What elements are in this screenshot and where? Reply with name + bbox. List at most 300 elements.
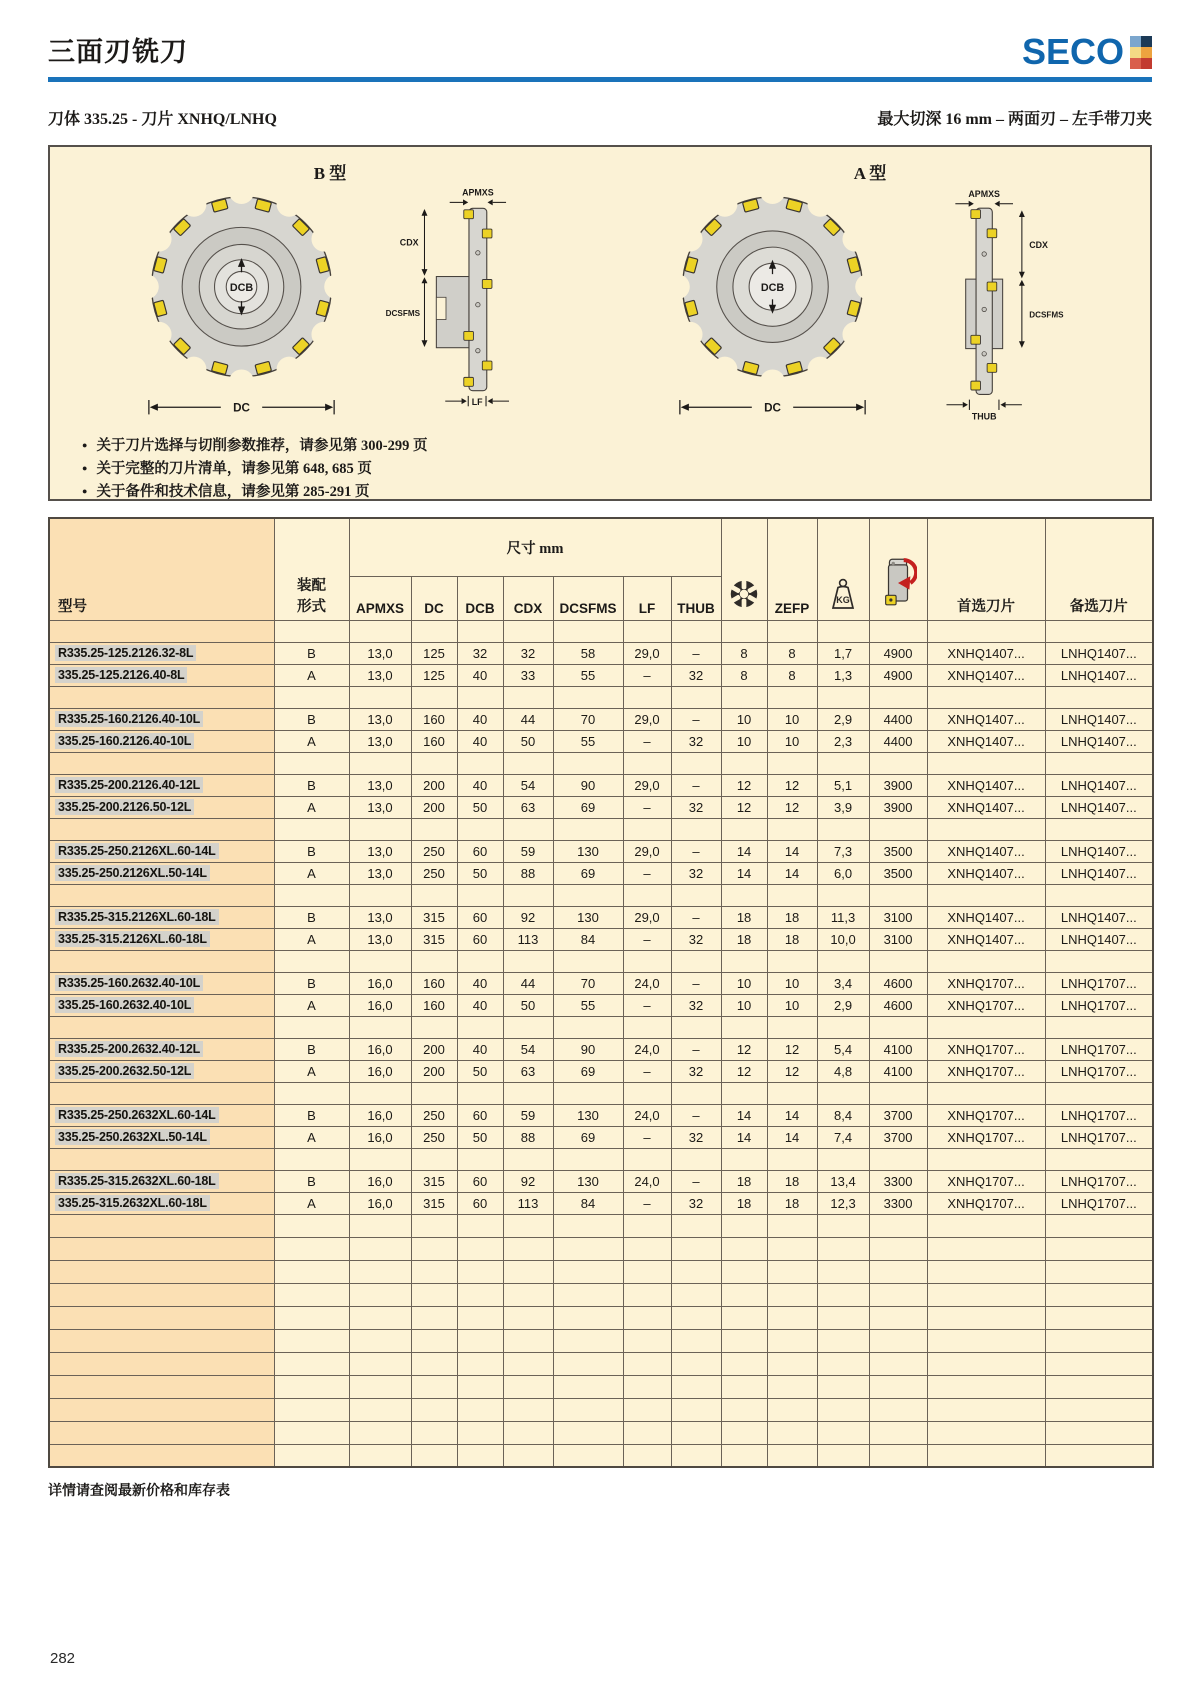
cell-alternative: LNHQ1407... (1045, 664, 1153, 686)
cell-model (49, 1038, 274, 1060)
cell-dcsfms: 69 (553, 1126, 623, 1148)
cell-dcb: 40 (457, 994, 503, 1016)
cell-cdx: 54 (503, 1038, 553, 1060)
logo-square (1130, 47, 1141, 58)
cell-lf: 24,0 (623, 972, 671, 994)
cell-model (49, 1170, 274, 1192)
spacer-row (49, 1352, 1153, 1375)
cell-apmxs: 13,0 (349, 642, 411, 664)
cell-model (49, 664, 274, 686)
cell-kg: 1,3 (817, 664, 869, 686)
model-text: R335.25-315.2126XL.60-18L (55, 909, 219, 925)
cell-rpm: 3500 (869, 840, 927, 862)
type-a-section (600, 155, 1140, 424)
cell-lf: – (623, 1060, 671, 1082)
cell-dcb: 40 (457, 730, 503, 752)
cell-mount: A (274, 994, 349, 1016)
cell-dcb: 50 (457, 1060, 503, 1082)
model-text: 335.25-200.2126.50-12L (55, 799, 194, 815)
subheader (48, 106, 1152, 129)
cell-dcsfms: 70 (553, 708, 623, 730)
cell-rpm: 3100 (869, 906, 927, 928)
cell-dc: 160 (411, 730, 457, 752)
col-header-teeth (721, 518, 767, 620)
cell-mount: B (274, 972, 349, 994)
cell-kg: 12,3 (817, 1192, 869, 1214)
subheader-left: 刀体 335.25 - 刀片 XNHQ/LNHQ (48, 111, 277, 128)
cell-apmxs: 13,0 (349, 730, 411, 752)
cell-dc: 200 (411, 1038, 457, 1060)
cell-zefp: 10 (767, 730, 817, 752)
cell-kg: 8,4 (817, 1104, 869, 1126)
cell-teeth: 14 (721, 1104, 767, 1126)
cell-dcsfms: 69 (553, 862, 623, 884)
logo-square (1141, 36, 1152, 47)
cell-cdx: 50 (503, 730, 553, 752)
cell-alternative: LNHQ1407... (1045, 840, 1153, 862)
col-header-dc: DC (411, 576, 457, 620)
cell-dc: 125 (411, 664, 457, 686)
mount-header-line1: 装配 (297, 577, 326, 594)
cell-model (49, 642, 274, 664)
cell-lf: – (623, 994, 671, 1016)
cell-lf: – (623, 730, 671, 752)
product-row (49, 840, 1153, 862)
cell-rpm: 3900 (869, 774, 927, 796)
cell-lf: 29,0 (623, 906, 671, 928)
cell-kg: 13,4 (817, 1170, 869, 1192)
cell-lf: – (623, 928, 671, 950)
cell-lf: 29,0 (623, 774, 671, 796)
teeth-count-icon (727, 577, 761, 611)
cell-thub: – (671, 1038, 721, 1060)
cell-dcsfms: 90 (553, 1038, 623, 1060)
cell-mount: B (274, 1038, 349, 1060)
cell-mount: B (274, 1104, 349, 1126)
cell-apmxs: 16,0 (349, 972, 411, 994)
cell-dcb: 60 (457, 906, 503, 928)
cell-model (49, 730, 274, 752)
cell-thub: 32 (671, 1126, 721, 1148)
cell-lf: – (623, 1192, 671, 1214)
model-text: R335.25-250.2632XL.60-14L (55, 1107, 219, 1123)
cell-dcsfms: 55 (553, 664, 623, 686)
cell-apmxs: 16,0 (349, 1038, 411, 1060)
cell-teeth: 12 (721, 774, 767, 796)
cell-zefp: 12 (767, 796, 817, 818)
cell-kg: 2,9 (817, 708, 869, 730)
cell-apmxs: 13,0 (349, 774, 411, 796)
cell-alternative: LNHQ1407... (1045, 730, 1153, 752)
model-text: 335.25-160.2126.40-10L (55, 733, 194, 749)
col-header-preferred: 首选刀片 (927, 518, 1045, 620)
cell-thub: – (671, 1170, 721, 1192)
cell-lf: – (623, 862, 671, 884)
col-header-weight (817, 518, 869, 620)
cell-dc: 125 (411, 642, 457, 664)
cell-kg: 3,4 (817, 972, 869, 994)
spacer-row (49, 1016, 1153, 1038)
cell-apmxs: 16,0 (349, 1104, 411, 1126)
cell-alternative: LNHQ1707... (1045, 1038, 1153, 1060)
cell-teeth: 18 (721, 906, 767, 928)
cell-dc: 250 (411, 840, 457, 862)
note-item: ● 关于刀片选择与切削参数推荐，请参见第 300-299 页 (82, 434, 1140, 457)
cell-preferred: XNHQ1407... (927, 862, 1045, 884)
cell-zefp: 12 (767, 774, 817, 796)
cell-thub: – (671, 840, 721, 862)
cell-zefp: 10 (767, 972, 817, 994)
cell-preferred: XNHQ1407... (927, 906, 1045, 928)
cell-apmxs: 16,0 (349, 1170, 411, 1192)
cell-lf: – (623, 1126, 671, 1148)
logo-square (1130, 58, 1141, 69)
cell-zefp: 18 (767, 1170, 817, 1192)
product-row (49, 664, 1153, 686)
dim-label-dc: DC (763, 401, 781, 415)
spacer-row (49, 1214, 1153, 1237)
cell-teeth: 8 (721, 642, 767, 664)
cell-kg: 11,3 (817, 906, 869, 928)
model-text: R335.25-315.2632XL.60-18L (55, 1173, 219, 1189)
model-text: R335.25-200.2126.40-12L (55, 777, 203, 793)
cell-kg: 1,7 (817, 642, 869, 664)
spacer-row (49, 950, 1153, 972)
cell-dcsfms: 69 (553, 796, 623, 818)
cell-thub: – (671, 906, 721, 928)
cell-zefp: 8 (767, 642, 817, 664)
note-item: ● 关于完整的刀片清单，请参见第 648, 685 页 (82, 457, 1140, 480)
cell-rpm: 3700 (869, 1126, 927, 1148)
cell-rpm: 4400 (869, 708, 927, 730)
cell-dc: 200 (411, 796, 457, 818)
cell-mount: A (274, 1126, 349, 1148)
cell-mount: A (274, 1060, 349, 1082)
cell-dcsfms: 70 (553, 972, 623, 994)
cell-rpm: 3100 (869, 928, 927, 950)
cell-alternative: LNHQ1407... (1045, 862, 1153, 884)
seco-logo-squares (1130, 36, 1152, 69)
cell-kg: 7,4 (817, 1126, 869, 1148)
cell-dcb: 40 (457, 664, 503, 686)
col-header-model: 型号 (49, 518, 274, 620)
cell-teeth: 10 (721, 972, 767, 994)
cell-teeth: 14 (721, 862, 767, 884)
cell-kg: 5,4 (817, 1038, 869, 1060)
cell-alternative: LNHQ1707... (1045, 1170, 1153, 1192)
cell-apmxs: 13,0 (349, 708, 411, 730)
cell-dc: 160 (411, 708, 457, 730)
cell-mount: A (274, 664, 349, 686)
cell-dcb: 60 (457, 840, 503, 862)
cell-apmxs: 13,0 (349, 664, 411, 686)
cell-cdx: 32 (503, 642, 553, 664)
diagram-views (60, 155, 1140, 424)
product-row (49, 1170, 1153, 1192)
cell-thub: – (671, 972, 721, 994)
cell-thub: 32 (671, 928, 721, 950)
diagram-panel (48, 145, 1152, 501)
cell-dcsfms: 130 (553, 1104, 623, 1126)
products-table (48, 517, 1154, 1468)
cell-zefp: 12 (767, 1038, 817, 1060)
cell-preferred: XNHQ1707... (927, 1060, 1045, 1082)
spacer-row (49, 1283, 1153, 1306)
dim-label-cdx: CDX (399, 237, 419, 248)
cell-kg: 6,0 (817, 862, 869, 884)
cell-preferred: XNHQ1407... (927, 774, 1045, 796)
cell-teeth: 14 (721, 840, 767, 862)
cell-alternative: LNHQ1407... (1045, 906, 1153, 928)
type-b-section (60, 155, 600, 424)
rpm-icon (879, 553, 917, 611)
cutter-side-view-b (380, 186, 532, 416)
cell-alternative: LNHQ1407... (1045, 928, 1153, 950)
page-header (48, 0, 1152, 73)
dim-label-dc: DC (232, 401, 250, 415)
cell-lf: 24,0 (623, 1170, 671, 1192)
product-row (49, 796, 1153, 818)
cell-model (49, 1104, 274, 1126)
cell-kg: 3,9 (817, 796, 869, 818)
cell-mount: A (274, 928, 349, 950)
cell-preferred: XNHQ1407... (927, 642, 1045, 664)
cell-cdx: 54 (503, 774, 553, 796)
page-number: 282 (50, 1650, 76, 1667)
cell-zefp: 10 (767, 994, 817, 1016)
cell-teeth: 8 (721, 664, 767, 686)
cell-thub: – (671, 708, 721, 730)
cell-apmxs: 13,0 (349, 796, 411, 818)
spacer-row (49, 1237, 1153, 1260)
cell-rpm: 4600 (869, 972, 927, 994)
note-item: ● 关于备件和技术信息，请参见第 285-291 页 (82, 480, 1140, 503)
cell-preferred: XNHQ1707... (927, 1038, 1045, 1060)
mount-header-line2: 形式 (297, 598, 326, 615)
cell-preferred: XNHQ1407... (927, 730, 1045, 752)
cell-cdx: 63 (503, 796, 553, 818)
cell-alternative: LNHQ1707... (1045, 1126, 1153, 1148)
cell-alternative: LNHQ1407... (1045, 708, 1153, 730)
cell-model (49, 796, 274, 818)
model-text: 335.25-250.2126XL.50-14L (55, 865, 210, 881)
cell-dc: 315 (411, 906, 457, 928)
cell-dcsfms: 84 (553, 928, 623, 950)
cell-teeth: 18 (721, 1170, 767, 1192)
type-a-label: A 型 (853, 164, 887, 183)
logo-square (1141, 47, 1152, 58)
cell-rpm: 4900 (869, 642, 927, 664)
cell-thub: 32 (671, 796, 721, 818)
spacer-row (49, 1306, 1153, 1329)
cell-zefp: 18 (767, 928, 817, 950)
cell-dcsfms: 55 (553, 730, 623, 752)
cell-thub: – (671, 774, 721, 796)
cell-teeth: 18 (721, 928, 767, 950)
cell-apmxs: 13,0 (349, 906, 411, 928)
cell-alternative: LNHQ1407... (1045, 796, 1153, 818)
product-row (49, 928, 1153, 950)
cell-dc: 160 (411, 972, 457, 994)
cell-teeth: 12 (721, 1038, 767, 1060)
cell-teeth: 12 (721, 796, 767, 818)
cell-cdx: 59 (503, 840, 553, 862)
cell-zefp: 14 (767, 1126, 817, 1148)
model-text: R335.25-160.2632.40-10L (55, 975, 203, 991)
cell-mount: B (274, 774, 349, 796)
spacer-row (49, 752, 1153, 774)
model-text: 335.25-315.2126XL.60-18L (55, 931, 210, 947)
cell-rpm: 4100 (869, 1038, 927, 1060)
cell-zefp: 14 (767, 862, 817, 884)
col-header-alternative: 备选刀片 (1045, 518, 1153, 620)
product-row (49, 642, 1153, 664)
spacer-row (49, 1260, 1153, 1283)
model-text: R335.25-160.2126.40-10L (55, 711, 203, 727)
cell-mount: A (274, 1192, 349, 1214)
cell-rpm: 3700 (869, 1104, 927, 1126)
model-text: R335.25-250.2126XL.60-14L (55, 843, 219, 859)
cell-dc: 250 (411, 1104, 457, 1126)
product-row (49, 1104, 1153, 1126)
product-row (49, 906, 1153, 928)
cell-preferred: XNHQ1707... (927, 1126, 1045, 1148)
cell-apmxs: 16,0 (349, 994, 411, 1016)
cell-teeth: 10 (721, 730, 767, 752)
cell-model (49, 928, 274, 950)
cell-lf: 29,0 (623, 642, 671, 664)
cell-zefp: 8 (767, 664, 817, 686)
cell-mount: B (274, 906, 349, 928)
cell-thub: 32 (671, 730, 721, 752)
cell-model (49, 994, 274, 1016)
model-text: 335.25-125.2126.40-8L (55, 667, 187, 683)
col-header-mount (274, 518, 349, 620)
cell-thub: 32 (671, 862, 721, 884)
dim-label-apmxs: APMXS (967, 189, 1000, 200)
col-header-lf: LF (623, 576, 671, 620)
cell-dcb: 60 (457, 1104, 503, 1126)
product-row (49, 1038, 1153, 1060)
dim-label-cdx: CDX (1028, 240, 1048, 251)
spacer-row (49, 1082, 1153, 1104)
cell-dcsfms: 84 (553, 1192, 623, 1214)
spacer-row (49, 1398, 1153, 1421)
product-row (49, 862, 1153, 884)
dim-label-apmxs: APMXS (461, 187, 494, 198)
cell-dc: 315 (411, 1170, 457, 1192)
cell-teeth: 12 (721, 1060, 767, 1082)
cell-alternative: LNHQ1707... (1045, 1060, 1153, 1082)
cell-preferred: XNHQ1707... (927, 1192, 1045, 1214)
model-text: 335.25-315.2632XL.60-18L (55, 1195, 210, 1211)
cell-alternative: LNHQ1407... (1045, 774, 1153, 796)
spacer-row (49, 1148, 1153, 1170)
cell-dcsfms: 130 (553, 1170, 623, 1192)
cell-cdx: 113 (503, 928, 553, 950)
cell-rpm: 4100 (869, 1060, 927, 1082)
cell-cdx: 88 (503, 1126, 553, 1148)
cell-thub: – (671, 642, 721, 664)
kg-weight-icon (825, 577, 861, 611)
cell-dcsfms: 58 (553, 642, 623, 664)
cell-model (49, 906, 274, 928)
cell-rpm: 3300 (869, 1192, 927, 1214)
cell-thub: 32 (671, 1192, 721, 1214)
spacer-row (49, 884, 1153, 906)
cell-dcb: 60 (457, 1170, 503, 1192)
cell-mount: A (274, 730, 349, 752)
product-row (49, 730, 1153, 752)
cell-alternative: LNHQ1707... (1045, 972, 1153, 994)
cell-dcb: 60 (457, 1192, 503, 1214)
cell-dc: 250 (411, 1126, 457, 1148)
cell-rpm: 3300 (869, 1170, 927, 1192)
cell-preferred: XNHQ1407... (927, 796, 1045, 818)
cell-preferred: XNHQ1407... (927, 708, 1045, 730)
cell-cdx: 33 (503, 664, 553, 686)
cell-dcb: 40 (457, 972, 503, 994)
cutter-front-view-b (129, 186, 354, 418)
cell-mount: B (274, 1170, 349, 1192)
cell-model (49, 1060, 274, 1082)
cutter-front-view-a (660, 186, 885, 418)
cell-zefp: 10 (767, 708, 817, 730)
cell-kg: 5,1 (817, 774, 869, 796)
cell-alternative: LNHQ1707... (1045, 1192, 1153, 1214)
cell-model (49, 1126, 274, 1148)
spacer-row (49, 620, 1153, 642)
cell-apmxs: 13,0 (349, 862, 411, 884)
col-header-apmxs: APMXS (349, 576, 411, 620)
type-b-label: B 型 (313, 164, 347, 183)
product-row (49, 708, 1153, 730)
cell-model (49, 774, 274, 796)
cutter-side-view-a (911, 186, 1081, 424)
cell-dc: 250 (411, 862, 457, 884)
cell-kg: 2,9 (817, 994, 869, 1016)
dim-label-dcsfms: DCSFMS (1028, 310, 1064, 320)
cell-rpm: 4900 (869, 664, 927, 686)
spacer-row (49, 1444, 1153, 1467)
cell-dcsfms: 130 (553, 906, 623, 928)
cell-dc: 160 (411, 994, 457, 1016)
footer-note: 详情请查阅最新价格和库存表 (48, 1484, 230, 1499)
cell-dcb: 40 (457, 774, 503, 796)
cell-lf: – (623, 664, 671, 686)
dim-label-thub: THUB (971, 411, 996, 422)
cell-zefp: 12 (767, 1060, 817, 1082)
cell-model (49, 1192, 274, 1214)
cell-kg: 4,8 (817, 1060, 869, 1082)
cell-preferred: XNHQ1707... (927, 1104, 1045, 1126)
cell-apmxs: 16,0 (349, 1192, 411, 1214)
spacer-row (49, 686, 1153, 708)
cell-mount: A (274, 796, 349, 818)
cell-preferred: XNHQ1407... (927, 928, 1045, 950)
cell-mount: B (274, 840, 349, 862)
cell-lf: – (623, 796, 671, 818)
col-header-rpm (869, 518, 927, 620)
cell-rpm: 3500 (869, 862, 927, 884)
product-row (49, 774, 1153, 796)
cell-dcsfms: 90 (553, 774, 623, 796)
cell-teeth: 18 (721, 1192, 767, 1214)
cell-dc: 315 (411, 1192, 457, 1214)
spacer-row (49, 1421, 1153, 1444)
cell-apmxs: 13,0 (349, 928, 411, 950)
product-row (49, 1060, 1153, 1082)
